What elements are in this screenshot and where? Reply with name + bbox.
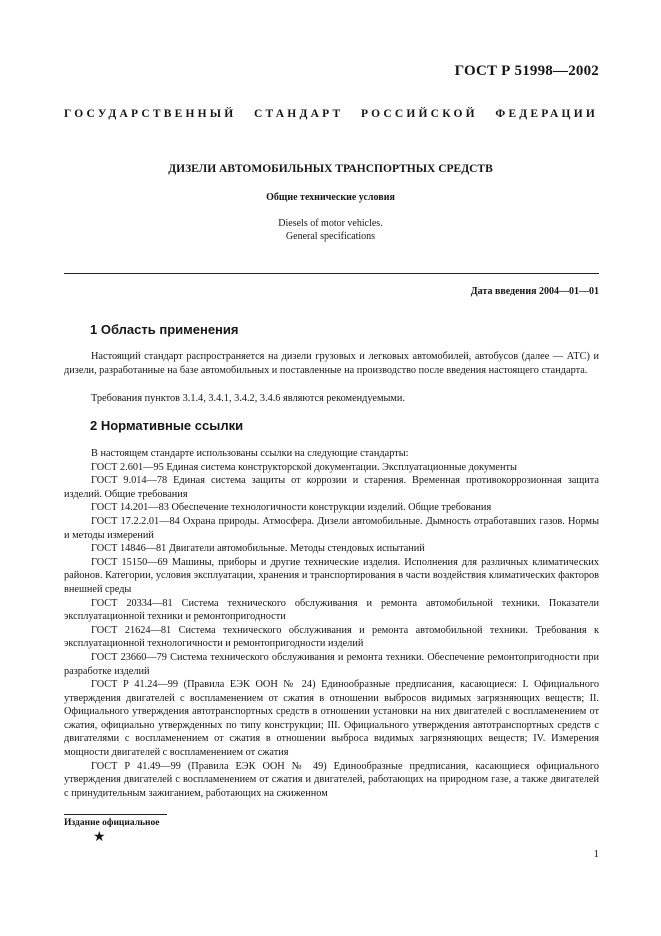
title-divider xyxy=(64,273,599,274)
reference-item: ГОСТ 21624—81 Система технического обслуживания и ремонта автомобильной техники. Требования к эксплуатационной технологичности и ремонтопригодности изделий xyxy=(64,624,599,650)
reference-item: ГОСТ 17.2.2.01—84 Охрана природы. Атмосфера. Дизели автомобильные. Дымность отработавших газов. Нормы и методы измерений xyxy=(64,515,599,541)
reference-item: В настоящем стандарте использованы ссылки на следующие стандарты: xyxy=(91,448,409,459)
document-subtitle: Общие технические условия xyxy=(266,192,395,203)
reference-item: ГОСТ 23660—79 Система технического обслуживания и ремонта техники. Обеспечение ремонтопригодности при разработке изделий xyxy=(64,651,599,677)
gost-number: ГОСТ Р 51998—2002 xyxy=(454,63,599,79)
page-number: 1 xyxy=(593,848,599,860)
references-list xyxy=(64,447,599,800)
english-title-line2: General specifications xyxy=(285,231,376,242)
reference-item: ГОСТ Р 41.49—99 (Правила ЕЭК ООН № 49) Единообразные предписания, касающиеся официального утверждения двигателей с воспламенением от сжатия и двигателей, работающих на природном газе, а также двигателей с принудительным зажиганием, работающих на сжиженном xyxy=(64,760,599,799)
footer-divider xyxy=(64,814,167,815)
english-title xyxy=(0,217,661,243)
document-title: ДИЗЕЛИ АВТОМОБИЛЬНЫХ ТРАНСПОРТНЫХ СРЕДСТВ xyxy=(168,163,493,175)
section-heading-references: 2 Нормативные ссылки xyxy=(90,418,244,433)
scope-recommendation: Требования пунктов 3.1.4, 3.4.1, 3.4.2, 3.4.6 являются рекомендуемыми. xyxy=(91,393,406,404)
introduction-date: Дата введения 2004—01—01 xyxy=(470,286,599,297)
official-edition-label: Издание официальное xyxy=(64,818,160,828)
reference-item: ГОСТ 15150—69 Машины, приборы и другие технические изделия. Исполнения для различных климатических районов. Категории, условия эксплуатации, хранения и транспортирования в части воздействия климатических факторов внешней среды xyxy=(64,556,599,595)
scope-paragraph: Настоящий стандарт распространяется на дизели грузовых и легковых автомобилей, автобусов (далее — АТС) и дизели, разработанные на базе автомобильных и поставленные на производство после введения настоящего стандарта. xyxy=(64,351,599,376)
reference-item: ГОСТ 20334—81 Система технического обслуживания и ремонта автомобильной техники. Показатели эксплуатационной техники и ремонтопригодности xyxy=(64,597,599,623)
english-title-line1: Diesels of motor vehicles. xyxy=(278,218,383,229)
reference-item: ГОСТ 14.201—83 Обеспечение технологичности конструкции изделий. Общие требования xyxy=(91,502,492,514)
section-heading-scope: 1 Область применения xyxy=(90,322,239,337)
reference-item: ГОСТ Р 41.24—99 (Правила ЕЭК ООН № 24) Единообразные предписания, касающиеся: I. Официального утверждения двигателей с воспламенением от сжатия в отношении выбросов видимых загрязняющих веществ; II. Официального утверждения автотранспортных средств в отношении установки на них двигателей с воспламенением от сжатия, официально утвержденных по типу конструкции; III. Официального утверждения автотранспортных средств с двигателями с воспламенением от сжатия в отношении выброса видимых загрязняющих веществ; IV. Измерения мощности двигателей с воспламенением от сжатия xyxy=(64,679,599,759)
star-icon: ★ xyxy=(93,830,106,845)
reference-item: ГОСТ 9.014—78 Единая система защиты от коррозии и старения. Временная противокоррозионная защита изделий. Общие требования xyxy=(64,475,599,500)
reference-item: ГОСТ 2.601—95 Единая система конструкторской документации. Эксплуатационные документы xyxy=(91,461,517,473)
state-standard-banner: ГОСУДАРСТВЕННЫЙ СТАНДАРТ РОССИЙСКОЙ ФЕДЕРАЦИИ xyxy=(64,108,598,120)
reference-item: ГОСТ 14846—81 Двигатели автомобильные. Методы стендовых испытаний xyxy=(91,543,425,555)
